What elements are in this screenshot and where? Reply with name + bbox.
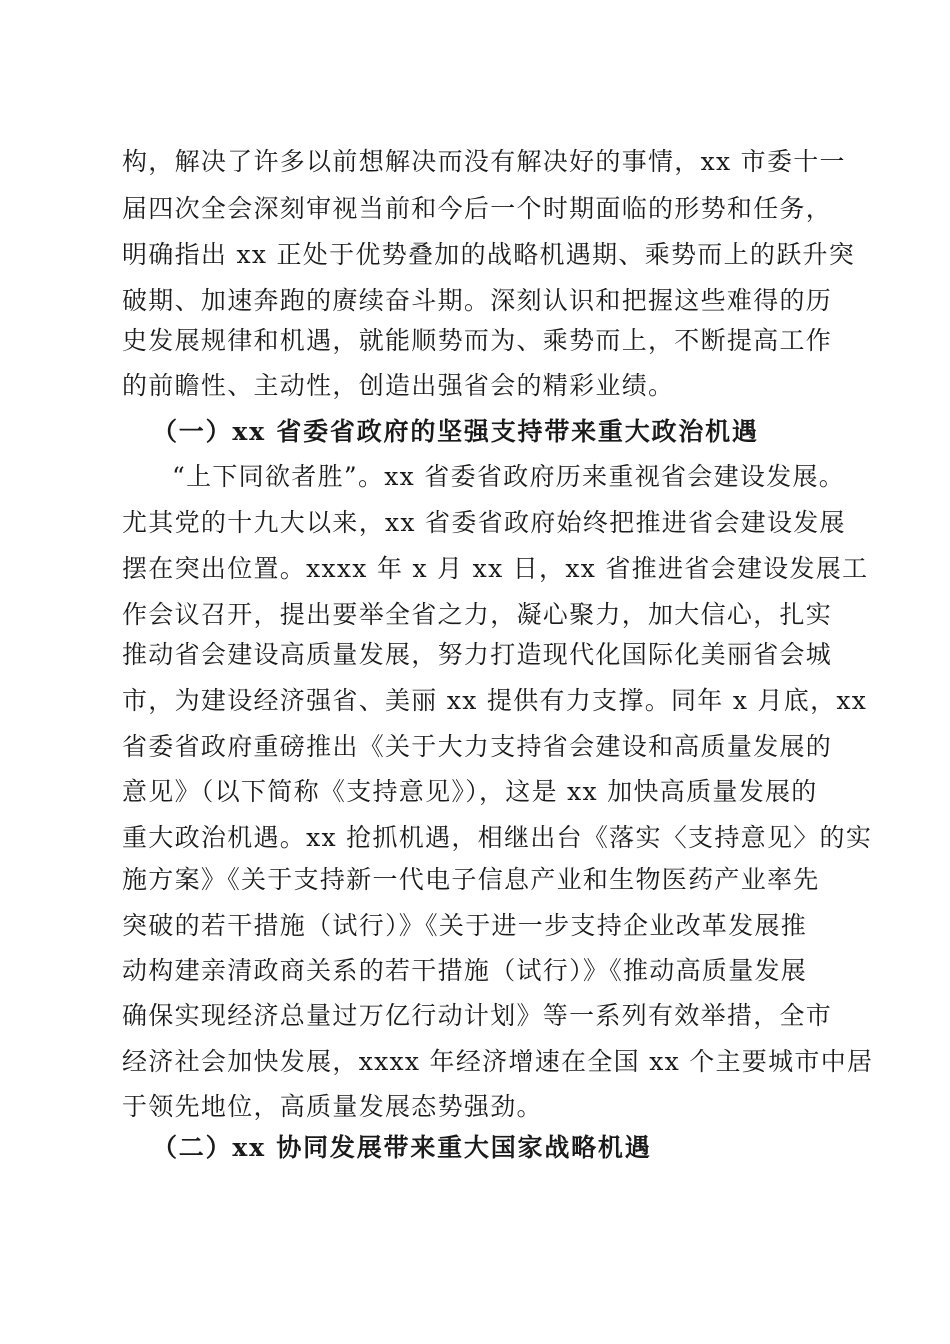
paragraph-line: 届四次全会深刻审视当前和今后一个时期面临的形势和任务，	[122, 194, 833, 223]
paragraph-line: 摆在突出位置。xxxx 年 x 月 xx 日，xx 省推进省会建设发展工	[122, 554, 869, 583]
paragraph-line: 于领先地位，高质量发展态势强劲。	[122, 1092, 543, 1121]
paragraph-line: 推动省会建设高质量发展，努力打造现代化国际化美丽省会城	[122, 640, 833, 669]
paragraph-line: 破期、加速奔跑的赓续奋斗期。深刻认识和把握这些难得的历	[122, 286, 833, 315]
paragraph-line: 明确指出 xx 正处于优势叠加的战略机遇期、乘势而上的跃升突	[122, 240, 856, 269]
paragraph-line: 市，为建设经济强省、美丽 xx 提供有力支撑。同年 x 月底，xx	[122, 686, 868, 715]
paragraph-line: 尤其党的十九大以来，xx 省委省政府始终把推进省会建设发展	[122, 508, 846, 537]
section-heading-2: （二）xx 协同发展带来重大国家战略机遇	[152, 1133, 652, 1162]
paragraph-line: 意见》（以下简称《支持意见》），这是 xx 加快高质量发展的	[122, 777, 818, 806]
paragraph-line: 确保实现经济总量过万亿行动计划》等一系列有效举措，全市	[122, 1001, 833, 1030]
paragraph-line: 的前瞻性、主动性，创造出强省会的精彩业绩。	[122, 371, 675, 400]
paragraph-line: 施方案》《关于支持新一代电子信息产业和生物医药产业率先	[122, 865, 820, 894]
paragraph-line: 经济社会加快发展，xxxx 年经济增速在全国 xx 个主要城市中居	[122, 1047, 874, 1076]
paragraph-line: 史发展规律和机遇，就能顺势而为、乘势而上，不断提高工作	[122, 326, 833, 355]
paragraph-line: 构，解决了许多以前想解决而没有解决好的事情，xx 市委十一	[122, 147, 846, 176]
paragraph-line: 突破的若干措施（试行）》《关于进一步支持企业改革发展推	[122, 911, 808, 940]
paragraph-line: 作会议召开，提出要举全省之力，凝心聚力，加大信心，扎实	[122, 600, 833, 629]
paragraph-line: 动构建亲清政商关系的若干措施（试行）》《推动高质量发展	[122, 956, 808, 985]
paragraph-line: 重大政治机遇。xx 抢抓机遇，相继出台《落实〈支持意见〉的实	[122, 823, 873, 852]
paragraph-line: 省委省政府重磅推出《关于大力支持省会建设和高质量发展的	[122, 732, 833, 761]
paragraph-line: “上下同欲者胜”。xx 省委省政府历来重视省会建设发展。	[172, 462, 846, 491]
section-heading-1: （一）xx 省委省政府的坚强支持带来重大政治机遇	[152, 417, 759, 446]
